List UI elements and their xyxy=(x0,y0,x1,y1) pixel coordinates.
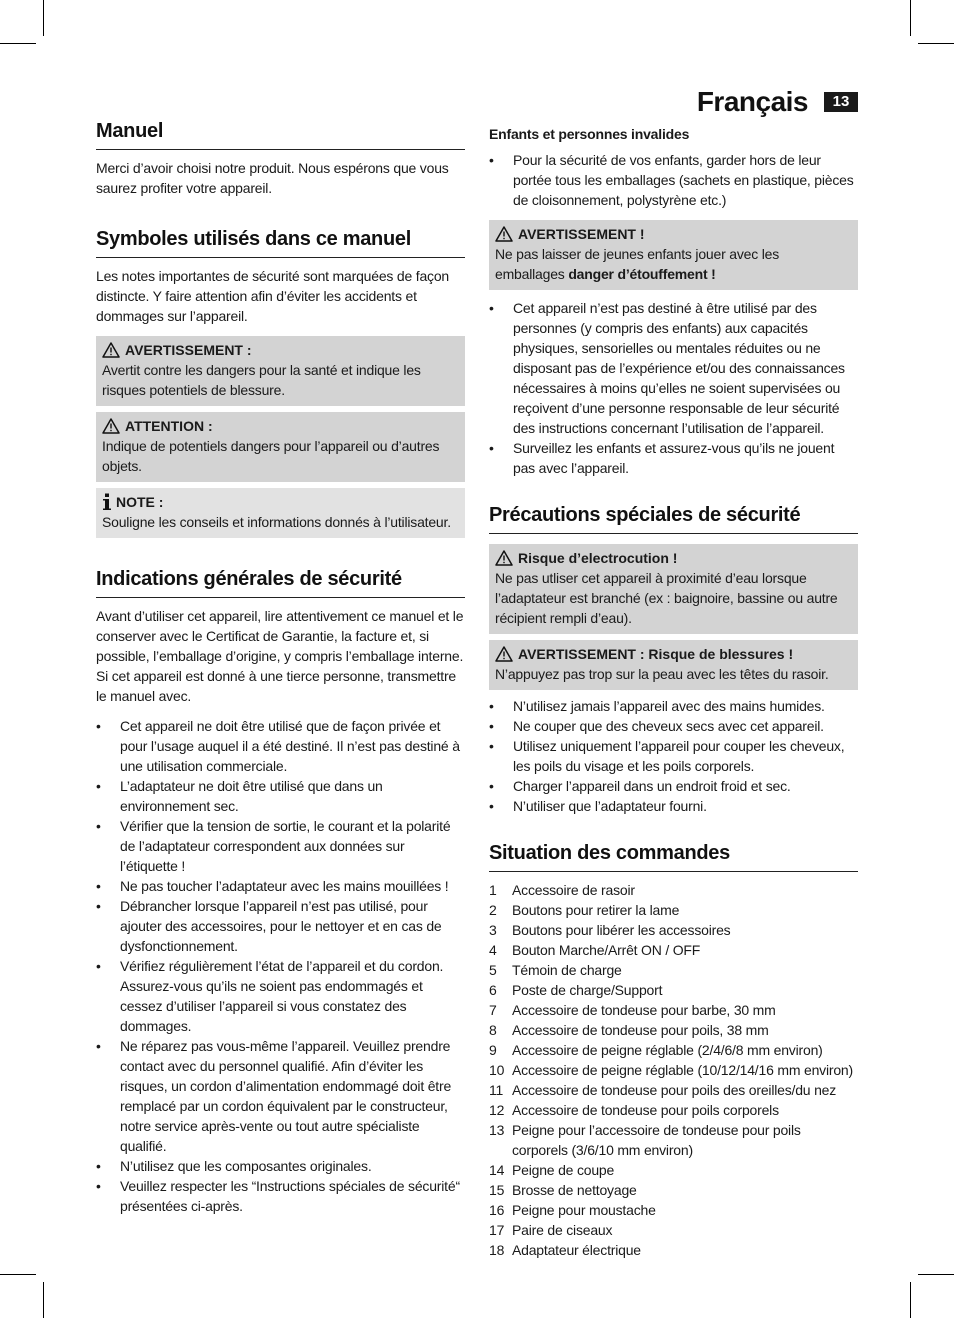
page-number: 13 xyxy=(824,92,858,112)
warning-box xyxy=(96,336,465,406)
list-item: • N’utilisez que les composantes originales. xyxy=(96,1156,465,1176)
list-item: • Pour la sécurité de vos enfants, garder hors de leur portée tous les emballages (sachets en plastique, pièces de cloisonnement, polystyrène etc.) xyxy=(489,150,858,210)
box-text: Souligne les conseils et informations donnés à l’utilisateur. xyxy=(102,514,451,530)
box-text: Ne pas laisser de jeunes enfants jouer avec les emballages xyxy=(495,246,779,282)
list-item: • Ne couper que des cheveux secs avec cet appareil. xyxy=(489,716,858,736)
list-item: 8 Accessoire de tondeuse pour poils, 38 mm xyxy=(489,1022,769,1038)
warning-triangle-icon xyxy=(495,646,513,662)
box-text-emphasis: danger d’étouffement ! xyxy=(568,266,716,282)
list-item: 7 Accessoire de tondeuse pour barbe, 30 mm xyxy=(489,1002,776,1018)
box-title: AVERTISSEMENT ! xyxy=(518,226,645,242)
list-item: 17 Paire de ciseaux xyxy=(489,1222,613,1238)
right-column xyxy=(489,124,858,1260)
list-item: 5 Témoin de charge xyxy=(489,962,622,978)
list-item: • Utilisez uniquement l’appareil pour couper les cheveux, les poils du visage et les poils corporels. xyxy=(489,736,858,776)
list-item: • Vérifiez régulièrement l’état de l’appareil et du cordon. Assurez-vous qu’ils ne soient pas endommagés et cessez d’utiliser l’appareil si vous constatez des dommages. xyxy=(96,956,465,1036)
list-item: 2 Boutons pour retirer la lame xyxy=(489,902,680,918)
list-item: 1 Accessoire de rasoir xyxy=(489,882,635,898)
list-item: 13 Peigne pour l’accessoire de tondeuse pour poils corporels (3/6/10 mm environ) xyxy=(489,1122,801,1158)
list-item: 4 Bouton Marche/Arrêt ON / OFF xyxy=(489,942,701,958)
list-item: 6 Poste de charge/Support xyxy=(489,982,663,998)
crop-mark xyxy=(0,1274,36,1275)
box-title: AVERTISSEMENT : xyxy=(125,342,252,358)
bullet-list xyxy=(489,150,858,210)
bullet-list xyxy=(489,696,858,816)
section-situation xyxy=(489,842,858,1260)
list-item: 14 Peigne de coupe xyxy=(489,1162,615,1178)
bullet-list xyxy=(96,716,465,1216)
list-item: 16 Peigne pour moustache xyxy=(489,1202,656,1218)
section-title: Manuel xyxy=(96,120,465,150)
list-item: 12 Accessoire de tondeuse pour poils corporels xyxy=(489,1102,779,1118)
list-item: • Charger l’appareil dans un endroit froid et sec. xyxy=(489,776,858,796)
section-title: Situation des commandes xyxy=(489,842,858,872)
box-title: Risque d’electrocution ! xyxy=(518,550,678,566)
bullet-list xyxy=(489,298,858,478)
subsection-title: Enfants et personnes invalides xyxy=(489,126,690,142)
note-box xyxy=(96,488,465,538)
crop-mark xyxy=(918,43,954,44)
list-item: • L’adaptateur ne doit être utilisé que dans un environnement sec. xyxy=(96,776,465,816)
list-item: 10 Accessoire de peigne réglable (10/12/14/16 mm environ) xyxy=(489,1062,853,1078)
list-item: • Cet appareil ne doit être utilisé que de façon privée et pour l’usage auquel il a été destiné. Il n’est pas destiné à une utilisation commerciale. xyxy=(96,716,465,776)
box-title: AVERTISSEMENT : Risque de blessures ! xyxy=(518,646,794,662)
paragraph: Merci d’avoir choisi notre produit. Nous espérons que vous saurez profiter votre appareil. xyxy=(96,160,449,196)
box-title: NOTE : xyxy=(116,494,164,510)
controls-list xyxy=(489,880,858,1260)
list-item: • Ne réparez pas vous-même l’appareil. Veuillez prendre contact avec du personnel qualifié. Afin d’éviter les risques, un cordon d’alimentation endommagé doit être remplacé par un cordon équivalent par le constructeur, notre service après-vente ou tout autre spécialiste qualifié. xyxy=(96,1036,465,1156)
box-text: Indique de potentiels dangers pour l’appareil ou d’autres objets. xyxy=(102,438,440,474)
page-header xyxy=(697,86,858,118)
section-title: Indications générales de sécurité xyxy=(96,568,465,598)
list-item: • N’utiliser que l’adaptateur fourni. xyxy=(489,796,858,816)
section-title: Symboles utilisés dans ce manuel xyxy=(96,228,465,258)
list-item: 15 Brosse de nettoyage xyxy=(489,1182,637,1198)
attention-box xyxy=(96,412,465,482)
warning-box xyxy=(489,640,858,690)
section-indications xyxy=(96,568,465,1216)
box-text: Avertit contre les dangers pour la santé et indique les risques potentiels de blessure. xyxy=(102,362,421,398)
left-column xyxy=(96,120,465,1216)
list-item: 9 Accessoire de peigne réglable (2/4/6/8 mm environ) xyxy=(489,1042,823,1058)
crop-mark xyxy=(0,43,36,44)
section-enfants xyxy=(489,124,858,478)
list-item: • Ne pas toucher l’adaptateur avec les mains mouillées ! xyxy=(96,876,465,896)
list-item: • N’utilisez jamais l’appareil avec des mains humides. xyxy=(489,696,858,716)
section-title: Précautions spéciales de sécurité xyxy=(489,504,858,534)
list-item: 3 Boutons pour libérer les accessoires xyxy=(489,922,731,938)
list-item: • Débrancher lorsque l’appareil n’est pas utilisé, pour ajouter des accessoires, pour le nettoyer et en cas de dysfonctionnement. xyxy=(96,896,465,956)
box-text: Ne pas utliser cet appareil à proximité d’eau lorsque l’adaptateur est branché (ex : baignoire, bassine ou autre récipient rempli d’eau). xyxy=(495,570,838,626)
box-text: N’appuyez pas trop sur la peau avec les têtes du rasoir. xyxy=(495,666,829,682)
list-item: • Cet appareil n’est pas destiné à être utilisé par des personnes (y compris des enfants) aux capacités physiques, sensorielles ou mentales réduites ou ne disposant pas de l’expérience et/ou des connaissances nécessaires à moins qu’elles ne soient supervisées ou reçoivent d’une personne responsable de leur sécurité des instructions concernant l’utilisation de l’appareil. xyxy=(489,298,858,438)
list-item: • Vérifier que la tension de sortie, le courant et la polarité de l’adaptateur correspondent aux données sur l’étiquette ! xyxy=(96,816,465,876)
warning-triangle-icon xyxy=(102,342,120,358)
list-item: • Veuillez respecter les “Instructions spéciales de sécurité“ présentées ci-après. xyxy=(96,1176,465,1216)
list-item: 18 Adaptateur électrique xyxy=(489,1242,641,1258)
list-item: 11 Accessoire de tondeuse pour poils des oreilles/du nez xyxy=(489,1082,837,1098)
warning-triangle-icon xyxy=(495,550,513,566)
warning-triangle-icon xyxy=(495,226,513,242)
box-title: ATTENTION : xyxy=(125,418,213,434)
paragraph: Avant d’utiliser cet appareil, lire attentivement ce manuel et le conserver avec le Certificat de Garantie, la facture et, si possible, l’emballage d’origine, y compris l’emballage interne. Si cet appareil est donné à une tierce personne, transmettre le manuel avec. xyxy=(96,608,464,704)
language-title: Français xyxy=(696,86,808,117)
info-icon xyxy=(102,493,112,511)
section-precautions xyxy=(489,504,858,816)
warning-box xyxy=(489,220,858,290)
list-item: • Surveillez les enfants et assurez-vous qu’ils ne jouent pas avec l’appareil. xyxy=(489,438,858,478)
paragraph: Les notes importantes de sécurité sont marquées de façon distincte. Y faire attention afin d’éviter les accidents et dommages sur l’appareil. xyxy=(96,268,450,324)
section-manuel xyxy=(96,120,465,198)
crop-mark xyxy=(918,1274,954,1275)
crop-mark xyxy=(43,1282,44,1318)
crop-mark xyxy=(910,1282,911,1318)
crop-mark xyxy=(43,0,44,36)
crop-mark xyxy=(910,0,911,36)
warning-box xyxy=(489,544,858,634)
warning-triangle-icon xyxy=(102,418,120,434)
section-symboles xyxy=(96,228,465,538)
